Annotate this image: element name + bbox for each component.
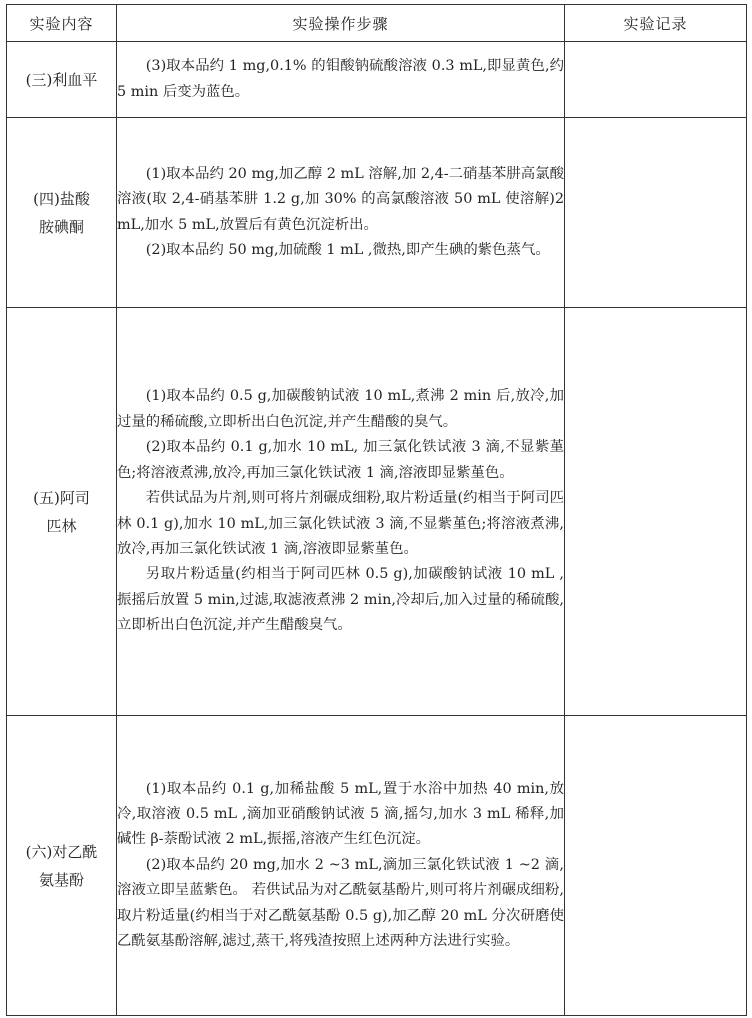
step-paragraph: (2)取本品约 0.1 g,加水 10 mL, 加三氯化铁试液 3 滴,不显紫堇色;将溶液煮沸,放冷,再加三氯化铁试液 1 滴,溶液即显紫堇色。 <box>117 439 564 481</box>
row-record <box>565 42 747 118</box>
row-record <box>565 118 747 308</box>
table-row <box>7 308 747 716</box>
step-paragraph: (3)取本品约 1 mg,0.1% 的钼酸钠硫酸溶液 0.3 mL,即显黄色,约 5 min 后变为蓝色。 <box>117 58 564 100</box>
step-paragraph: (2)取本品约 20 mg,加水 2 ~3 mL,滴加三氯化铁试液 1 ~2 滴,溶液立即呈蓝紫色。 若供试品为对乙酰氨基酚片,则可将片剂碾成细粉,取片粉适量(约相当于对乙酰氨基酚 0.5 g),加乙醇 20 mL 分次研磨使乙酰氨基酚溶解,滤过,蒸干,将残渣按照上述两种方法进行实验。 <box>117 856 564 950</box>
step-paragraph: (1)取本品约 0.1 g,加稀盐酸 5 mL,置于水浴中加热 40 min,放冷,取溶液 0.5 mL ,滴加亚硝酸钠试液 5 滴,摇匀,加水 3 mL 稀释,加碱性 β-萘酚试液 2 mL,振摇,溶液产生红色沉淀。 <box>117 780 564 848</box>
row-steps <box>117 716 565 1016</box>
row-content-label: (四)盐酸胺碘酮 <box>7 118 117 308</box>
table-row <box>7 716 747 1016</box>
row-steps <box>117 118 565 308</box>
table-row <box>7 42 747 118</box>
step-paragraph: 另取片粉适量(约相当于阿司匹林 0.5 g),加碳酸钠试液 10 mL ,振摇后放置 5 min,过滤,取滤液煮沸 2 min,冷却后,加入过量的稀硫酸,立即析出白色沉淀,并产生醋酸臭气。 <box>117 566 564 634</box>
row-record <box>565 308 747 716</box>
step-paragraph: (2)取本品约 50 mg,加硫酸 1 mL ,微热,即产生碘的紫色蒸气。 <box>145 241 550 258</box>
row-steps <box>117 308 565 716</box>
row-steps <box>117 42 565 118</box>
header-record: 实验记录 <box>565 5 747 42</box>
table-header-row <box>7 5 747 42</box>
step-paragraph: (1)取本品约 0.5 g,加碳酸钠试液 10 mL,煮沸 2 min 后,放冷,加过量的稀硫酸,立即析出白色沉淀,并产生醋酸的臭气。 <box>117 388 564 430</box>
step-paragraph: (1)取本品约 20 mg,加乙醇 2 mL 溶解,加 2,4-二硝基苯肼高氯酸溶液(取 2,4-硝基苯肼 1.2 g,加 30% 的高氯酸溶液 50 mL 使溶解)2 mL,加水 5 mL,放置后有黄色沉淀析出。 <box>117 165 564 233</box>
row-content-label: (三)利血平 <box>7 42 117 118</box>
experiment-table <box>6 4 747 1016</box>
table-row <box>7 118 747 308</box>
step-paragraph: 若供试品为片剂,则可将片剂碾成细粉,取片粉适量(约相当于阿司匹林 0.1 g),加水 10 mL,加三氯化铁试液 3 滴,不显紫堇色;将溶液煮沸,放冷,再加三氯化铁试液 1 滴,溶液即显紫堇色。 <box>117 490 564 557</box>
header-content: 实验内容 <box>7 5 117 42</box>
row-content-label: (五)阿司匹林 <box>7 308 117 716</box>
row-content-label: (六)对乙酰氨基酚 <box>7 716 117 1016</box>
row-record <box>565 716 747 1016</box>
header-steps: 实验操作步骤 <box>117 5 565 42</box>
